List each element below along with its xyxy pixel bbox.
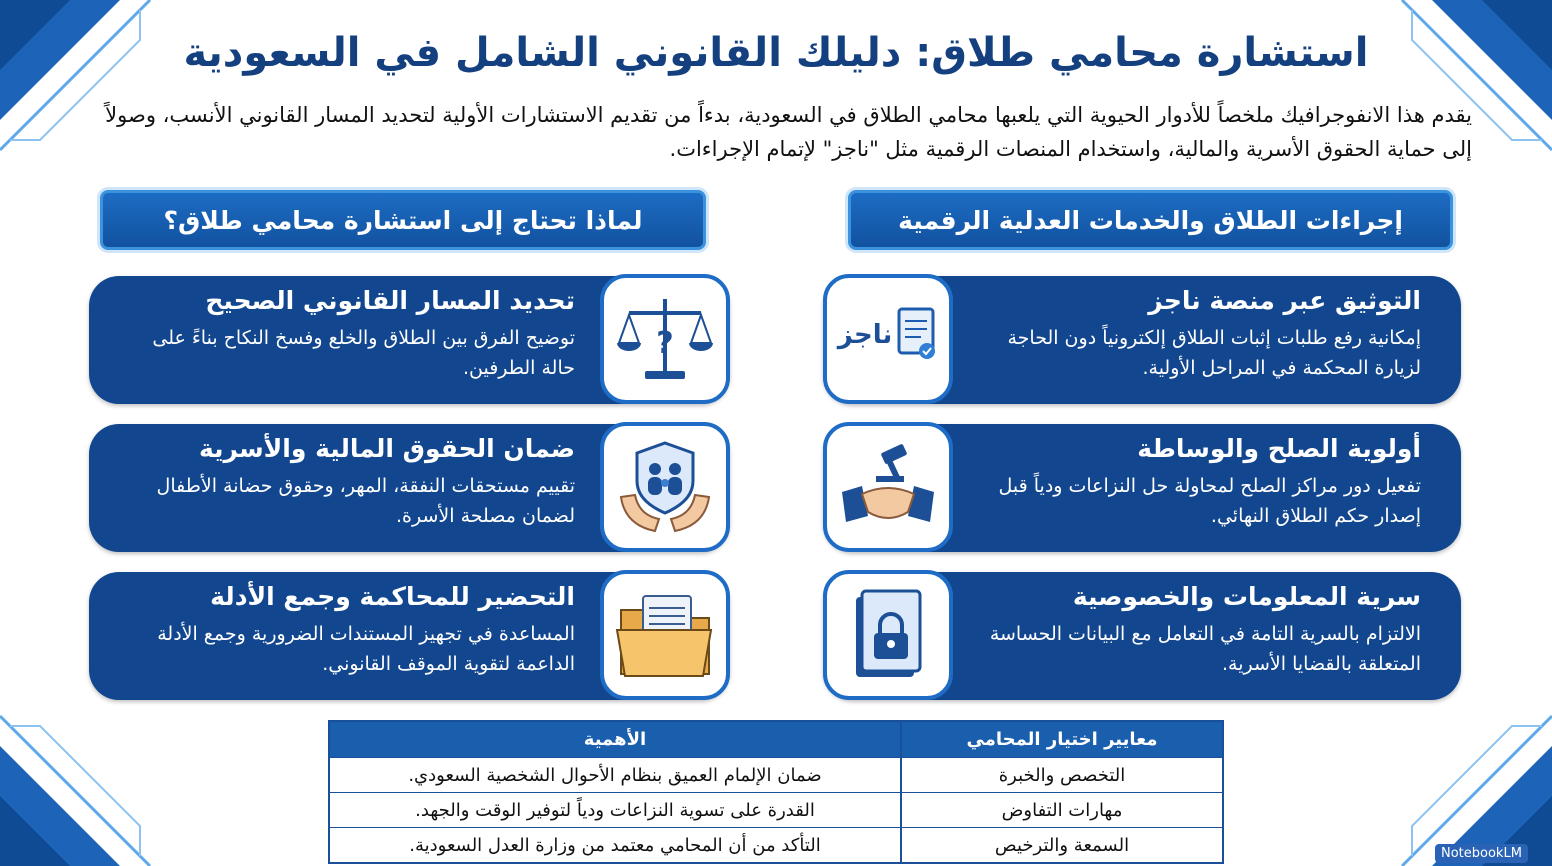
card-title: تحديد المسار القانوني الصحيح: [205, 286, 575, 315]
table-cell: السمعة والترخيص: [901, 828, 1223, 864]
right-column-heading: إجراءات الطلاق والخدمات العدلية الرقمية: [848, 190, 1453, 250]
table-cell: التخصص والخبرة: [901, 758, 1223, 793]
criteria-table: [328, 720, 1224, 864]
card-najiz: [823, 276, 1461, 404]
gavel-handshake-icon: [823, 422, 953, 552]
card-text: تقييم مستحقات النفقة، المهر، وحقوق حضانة الأطفال لضمان مصلحة الأسرة.: [156, 475, 575, 527]
scales-question-icon: [600, 274, 730, 404]
table-cell: القدرة على تسوية النزاعات ودياً لتوفير الوقت والجهد.: [329, 793, 901, 828]
card-reconciliation: [823, 424, 1461, 552]
card-text: الالتزام بالسرية التامة في التعامل مع البيانات الحساسة المتعلقة بالقضايا الأسرية.: [989, 623, 1421, 675]
najiz-logo-text: ناجز: [837, 320, 893, 350]
intro-text: يقدم هذا الانفوجرافيك ملخصاً للأدوار الحيوية التي يلعبها محامي الطلاق في السعودية، بدءاً من تقديم الاستشارات الأولية لتحديد المسار القانوني الأنسب، وصولاً إلى حماية الحقوق الأسرية والمالية، واستخدام المنصات الرقمية مثل "ناجز" لإتمام الإجراءات.: [105, 103, 1472, 161]
card-title: سرية المعلومات والخصوصية: [1072, 582, 1421, 611]
locked-document-icon: [823, 570, 953, 700]
table-header-row: [329, 721, 1223, 758]
card-title: التوثيق عبر منصة ناجز: [1148, 286, 1421, 315]
table-cell: مهارات التفاوض: [901, 793, 1223, 828]
table-cell: التأكد من أن المحامي معتمد من وزارة العدل السعودية.: [329, 828, 901, 864]
table-row: [329, 793, 1223, 828]
svg-text:?: ?: [656, 326, 674, 361]
corner-decoration: [1382, 696, 1552, 866]
left-column-heading: لماذا تحتاج إلى استشارة محامي طلاق؟: [100, 190, 706, 250]
card-text: توضيح الفرق بين الطلاق والخلع وفسخ النكاح بناءً على حالة الطرفين.: [152, 327, 575, 379]
card-trial-prep: [89, 572, 730, 700]
card-text: المساعدة في تجهيز المستندات الضرورية وجمع الأدلة الداعمة لتقوية الموقف القانوني.: [157, 623, 575, 675]
card-text: تفعيل دور مراكز الصلح لمحاولة حل النزاعات ودياً قبل إصدار حكم الطلاق النهائي.: [998, 475, 1421, 527]
card-financial-rights: [89, 424, 730, 552]
table-cell: ضمان الإلمام العميق بنظام الأحوال الشخصية السعودي.: [329, 758, 901, 793]
table-row: [329, 758, 1223, 793]
table-header: الأهمية: [329, 721, 901, 758]
card-title: ضمان الحقوق المالية والأسرية: [198, 434, 575, 463]
folder-documents-icon: [600, 570, 730, 700]
najiz-document-icon: [823, 274, 953, 404]
table-header: معايير اختيار المحامي: [901, 721, 1223, 758]
card-confidentiality: [823, 572, 1461, 700]
notebooklm-watermark: NotebookLM: [1435, 844, 1528, 863]
family-shield-hands-icon: [600, 422, 730, 552]
corner-decoration: [0, 696, 170, 866]
card-text: إمكانية رفع طلبات إثبات الطلاق إلكترونياً دون الحاجة لزيارة المحكمة في المراحل الأولية.: [1007, 327, 1421, 379]
card-legal-path: [89, 276, 730, 404]
page-title: استشارة محامي طلاق: دليلك القانوني الشامل في السعودية: [183, 30, 1369, 76]
card-title: التحضير للمحاكمة وجمع الأدلة: [210, 582, 575, 611]
table-row: [329, 828, 1223, 864]
card-title: أولوية الصلح والوساطة: [1137, 434, 1421, 463]
